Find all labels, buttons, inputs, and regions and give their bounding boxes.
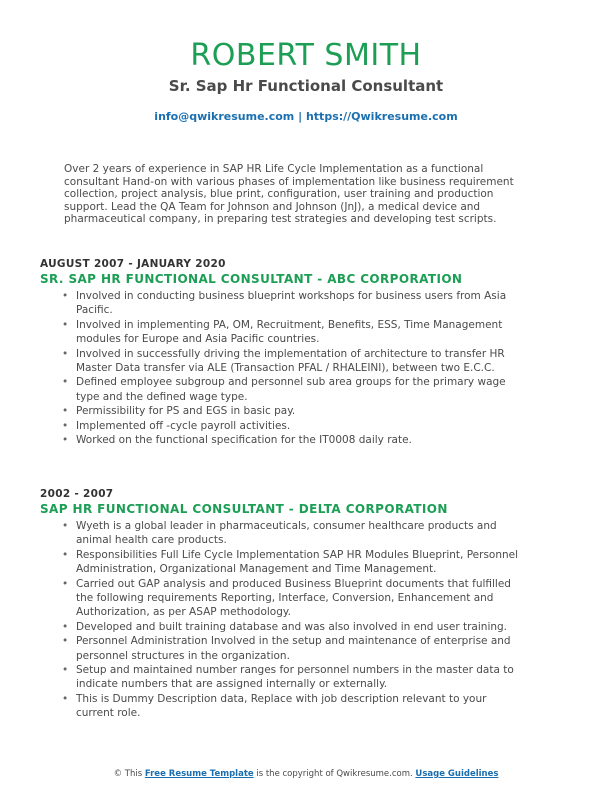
job-role: SR. SAP HR FUNCTIONAL CONSULTANT - ABC CORPORATION xyxy=(40,272,463,286)
job-role: SAP HR FUNCTIONAL CONSULTANT - DELTA CORPORATION xyxy=(40,502,448,516)
bullet-item: • Developed and built training database and was also involved in end user training. xyxy=(76,620,520,634)
candidate-title: Sr. Sap Hr Functional Consultant xyxy=(168,77,444,95)
bullet-item: • Involved in implementing PA, OM, Recruitment, Benefits, ESS, Time Management modules for Europe and Asia Pacific countries. xyxy=(76,318,520,347)
bullet-item: • Responsibilities Full Life Cycle Implementation SAP HR Modules Blueprint, Personnel Administration, Organizational Management and Time Management. xyxy=(76,548,520,577)
experience-entry xyxy=(40,258,570,447)
job-bullets xyxy=(40,289,520,447)
footer-middle: is the copyright of Qwikresume.com. xyxy=(253,769,416,779)
bullet-item: • Involved in conducting business blueprint workshops for business users from Asia Pacific. xyxy=(76,289,520,318)
contact-line xyxy=(0,109,612,125)
usage-guidelines-link[interactable]: Usage Guidelines xyxy=(415,769,499,779)
experience-entry xyxy=(40,488,570,721)
website-link[interactable]: https://Qwikresume.com xyxy=(305,110,458,123)
bullet-item: • Setup and maintained number ranges for personnel numbers in the master data to indicate numbers that are assigned internally or externally. xyxy=(76,663,520,692)
bullet-item: • Permissibility for PS and EGS in basic pay. xyxy=(76,404,520,418)
candidate-name: ROBERT SMITH xyxy=(190,38,422,73)
free-resume-template-link[interactable]: Free Resume Template xyxy=(144,769,254,779)
bullet-item: • Implemented off -cycle payroll activities. xyxy=(76,419,520,433)
email-link[interactable]: info@qwikresume.com xyxy=(154,110,295,123)
footer xyxy=(0,768,612,780)
bullet-item: • Personnel Administration Involved in the setup and maintenance of enterprise and personnel structures in the organization. xyxy=(76,634,520,663)
job-bullets xyxy=(40,519,520,721)
job-dates: 2002 - 2007 xyxy=(40,488,114,500)
bullet-item: • This is Dummy Description data, Replace with job description relevant to your current role. xyxy=(76,692,520,721)
bullet-item: • Worked on the functional specification for the IT0008 daily rate. xyxy=(76,433,520,447)
bullet-item: • Wyeth is a global leader in pharmaceuticals, consumer healthcare products and animal health care products. xyxy=(76,519,520,548)
summary-paragraph: Over 2 years of experience in SAP HR Life Cycle Implementation as a functional consultant Hand-on with various phases of implementation like business requirement collection, project analysis, blue print, configuration, user training and production support. Lead the QA Team for Johnson and Johnson (JnJ), a medical device and pharmaceutical company, in preparing test strategies and developing test scripts. xyxy=(64,163,514,226)
footer-prefix: © This xyxy=(113,769,145,779)
bullet-item: • Involved in successfully driving the implementation of architecture to transfer HR Master Data transfer via ALE (Transaction PFAL / RHALEINI), between two E.C.C. xyxy=(76,347,520,376)
contact-separator: | xyxy=(294,110,306,123)
bullet-item: • Carried out GAP analysis and produced Business Blueprint documents that fulfilled the following requirements Reporting, Interface, Conversion, Enhancement and Authorization, as per ASAP methodology. xyxy=(76,577,520,620)
job-dates: AUGUST 2007 - JANUARY 2020 xyxy=(40,258,226,270)
bullet-item: • Defined employee subgroup and personnel sub area groups for the primary wage type and the defined wage type. xyxy=(76,375,520,404)
